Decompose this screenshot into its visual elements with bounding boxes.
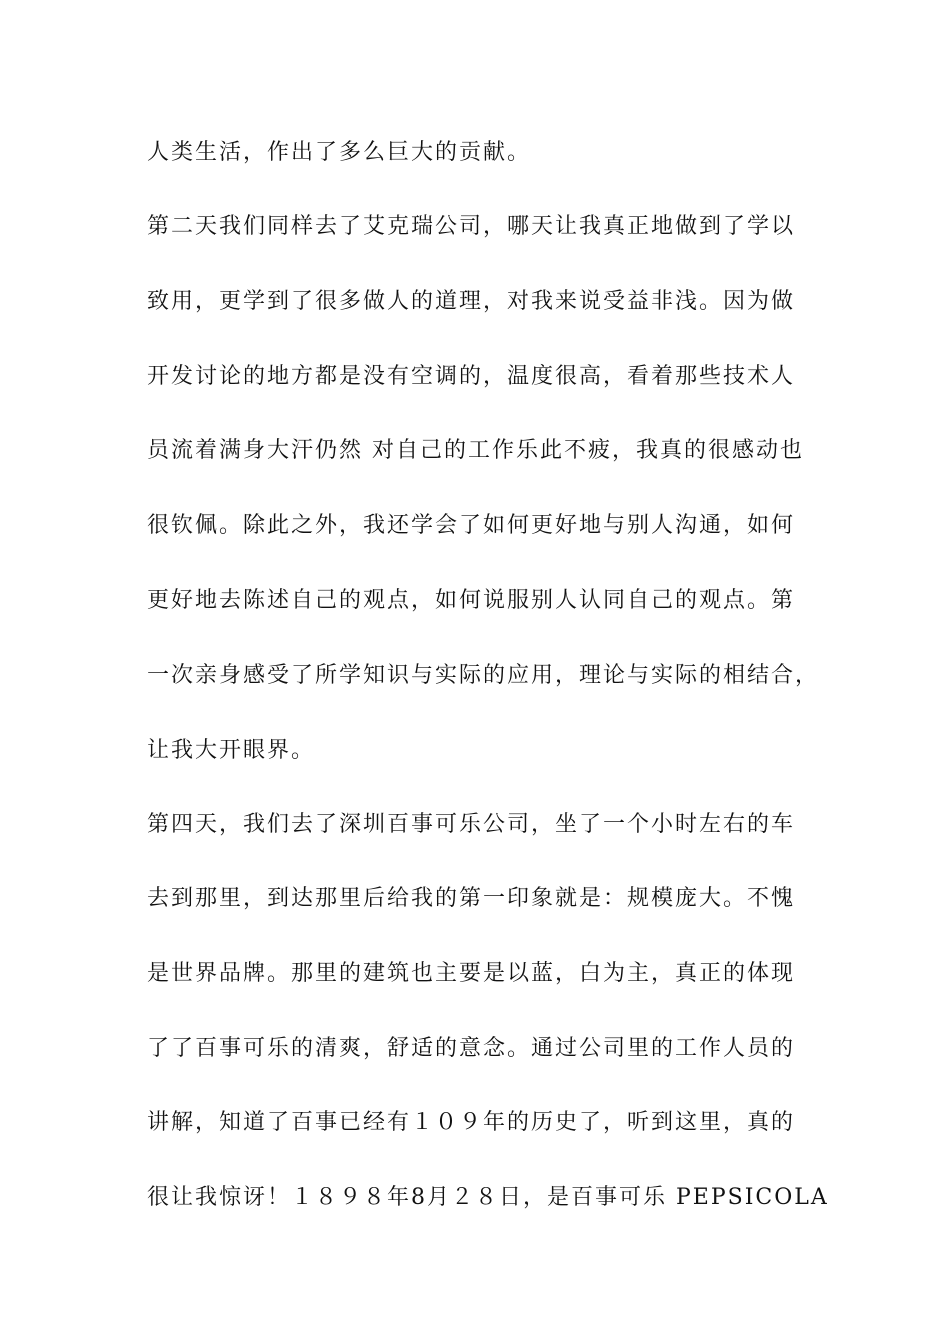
text-line-3: 致用，更学到了很多做人的道理，对我来说受益非浅。因为做 <box>147 289 796 314</box>
text-line-6: 很钦佩。除此之外，我还学会了如何更好地与别人沟通，如何 <box>147 513 796 538</box>
text-line-1: 人类生活，作出了多么巨大的贡献。 <box>147 140 532 165</box>
text-line-7: 更好地去陈述自己的观点，如何说服别人认同自己的观点。第 <box>147 588 796 613</box>
text-line-5: 员流着满身大汗仍然 对自己的工作乐此不疲，我真的很感动也 <box>147 438 804 463</box>
text-line-11: 去到那里，到达那里后给我的第一印象就是：规模庞大。不愧 <box>147 886 796 911</box>
text-line-10: 第四天，我们去了深圳百事可乐公司，坐了一个小时左右的车 <box>147 812 796 837</box>
text-line-14: 讲解，知道了百事已经有１０９年的历史了，听到这里，真的 <box>147 1110 796 1135</box>
text-line-9: 让我大开眼界。 <box>147 738 316 763</box>
text-line-8: 一次亲身感受了所学知识与实际的应用，理论与实际的相结合， <box>147 663 820 688</box>
text-line-12: 是世界品牌。那里的建筑也主要是以蓝，白为主，真正的体现 <box>147 961 796 986</box>
text-line-2: 第二天我们同样去了艾克瑞公司，哪天让我真正地做到了学以 <box>147 214 796 239</box>
text-line-15: 很让我惊讶！１８９８年8月２８日，是百事可乐 PEPSICOLA <box>147 1185 829 1210</box>
text-line-13: 了了百事可乐的清爽，舒适的意念。通过公司里的工作人员的 <box>147 1036 796 1061</box>
text-line-4: 开发讨论的地方都是没有空调的，温度很高，看着那些技术人 <box>147 364 796 389</box>
